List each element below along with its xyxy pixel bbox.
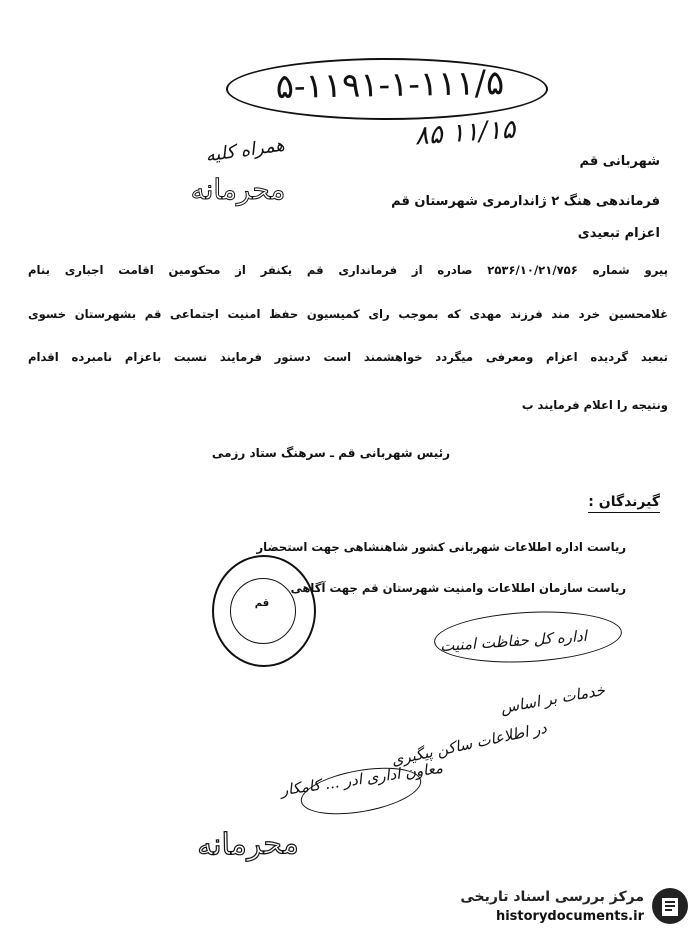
handwritten-signature-3: در اطلاعات ساکن پیگیری	[389, 718, 549, 770]
archive-logo-icon	[650, 886, 690, 926]
seal-text: قم	[254, 598, 270, 609]
body-line-4: ونتیجه را اعلام فرمایند ب	[521, 398, 668, 412]
handwritten-note-2: همراه کلیه	[204, 134, 286, 167]
watermark-title: مرکز بررسی اسناد تاریخی	[460, 888, 644, 905]
confidential-stamp-bottom: محرمانه	[196, 826, 300, 863]
watermark-url: historydocuments.ir	[495, 908, 644, 924]
body-line-3: تبعید گردیده اعزام ومعرفی میگردد خواهشمند است دستور فرمایند نسبت باعزام نامبرده اقدام	[28, 350, 668, 364]
round-seal-inner	[230, 578, 296, 644]
archive-number: ۵-۱۱۹۱-۱-۱۱۱/۵	[275, 63, 505, 107]
recipient-police: شهربانی قم	[579, 154, 660, 169]
recipient-gendarmerie: فرماندهی هنگ ۲ ژاندارمری شهرستان قم	[391, 194, 660, 209]
watermark-text	[460, 889, 644, 924]
body-line-1: پیرو شماره ۲۵۳۶/۱۰/۲۱/۷۵۶ صادره از فرمانداری قم یکنفر از محکومین اقامت اجباری بنام	[28, 263, 668, 277]
body-line-2: غلامحسین خرد مند فرزند مهدی که بموجب رای کمیسیون حفظ امنیت اجتماعی قم بشهرستان خسوی	[28, 307, 668, 321]
signer-title: رئیس شهربانی قم ـ سرهنگ ستاد رزمی	[211, 446, 450, 460]
handwritten-signature-2: خدمات بر اساس	[499, 680, 607, 718]
recipient-item-2: ریاست سازمان اطلاعات وامنیت شهرستان قم جهت آگاهی	[290, 581, 626, 595]
recipient-item-1: ریاست اداره اطلاعات شهربانی کشور شاهنشاهی جهت استحضار	[256, 540, 626, 554]
recipients-title: گیرندگان :	[588, 494, 660, 513]
confidential-stamp-top: محرمانه	[190, 173, 286, 206]
watermark-logo	[410, 876, 690, 936]
handwritten-note: ۱۱/۱۵ ۸۵	[413, 114, 517, 152]
letter-subject: اعزام تبعیدی	[577, 226, 660, 241]
handwritten-signature-1: اداره کل حفاظت امنیت	[439, 626, 588, 656]
handwritten-signature-4: معاون اداری ادر ... کامکار	[279, 758, 444, 800]
